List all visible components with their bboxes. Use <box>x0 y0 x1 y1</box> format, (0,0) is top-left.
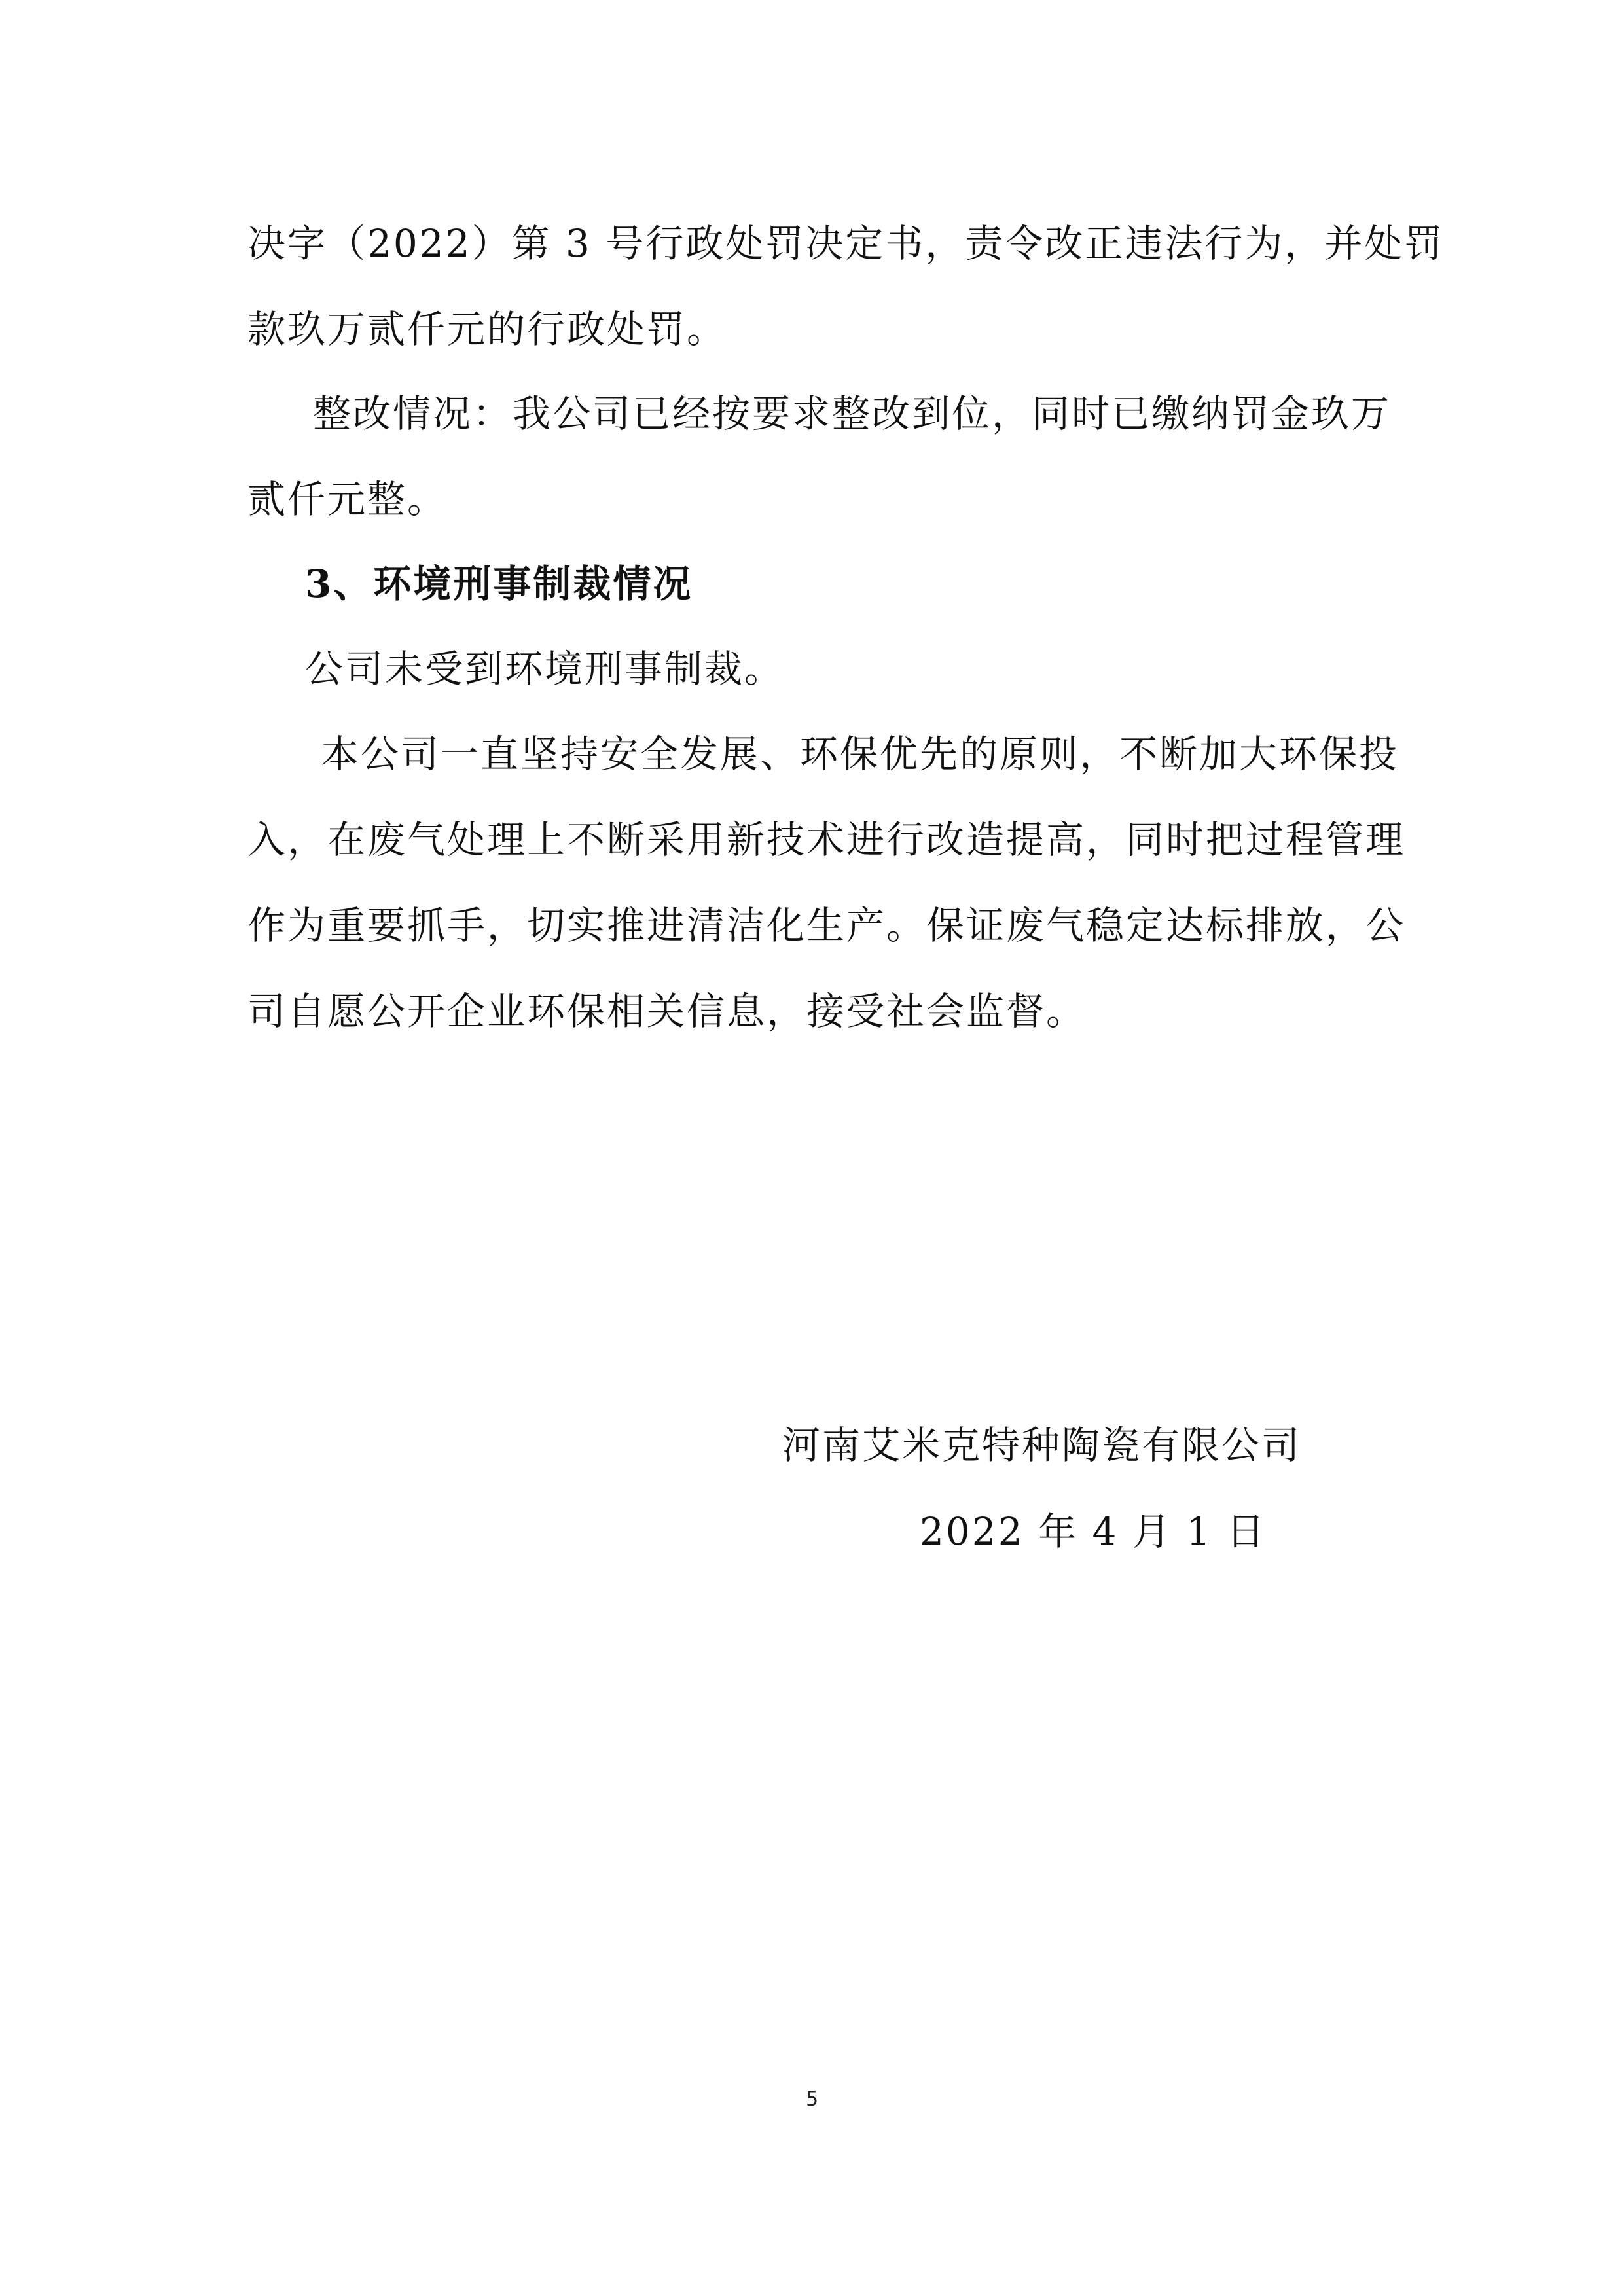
body-text-line: 款玖万贰仟元的行政处罚。 <box>247 307 727 351</box>
signature-date: 2022 年 4 月 1 日 <box>920 1509 1267 1554</box>
section-heading <box>247 541 1373 627</box>
rectification-paragraph <box>247 371 1392 543</box>
signature-company: 河南艾米克特种陶瓷有限公司 <box>782 1423 1302 1467</box>
body-text-line: 整改情况：我公司已经按要求整改到位，同时已缴纳罚金玖万 <box>313 391 1392 436</box>
body-text-line: 作为重要抓手，切实推进清洁化生产。保证废气稳定达标排放，公 <box>247 903 1406 948</box>
environmental-commitment-paragraph <box>247 711 1406 1054</box>
body-text-line: 入，在废气处理上不断采用新技术进行改造提高，同时把过程管理 <box>247 817 1406 862</box>
penalty-decision-paragraph <box>247 201 1445 372</box>
section-heading-text: 3、环境刑事制裁情况 <box>305 562 693 606</box>
criminal-sanction-paragraph <box>247 626 1373 712</box>
body-text-line: 贰仟元整。 <box>247 477 448 522</box>
body-text-line: 司自愿公开企业环保相关信息，接受社会监督。 <box>247 989 1087 1033</box>
body-text-line: 本公司一直坚持安全发展、环保优先的原则，不断加大环保投 <box>321 732 1399 776</box>
body-text-line: 决字（2022）第 3 号行政处罚决定书，责令改正违法行为，并处罚 <box>247 221 1445 266</box>
body-text-line: 公司未受到环境刑事制裁。 <box>305 647 785 691</box>
page-number: 5 <box>805 2088 819 2111</box>
